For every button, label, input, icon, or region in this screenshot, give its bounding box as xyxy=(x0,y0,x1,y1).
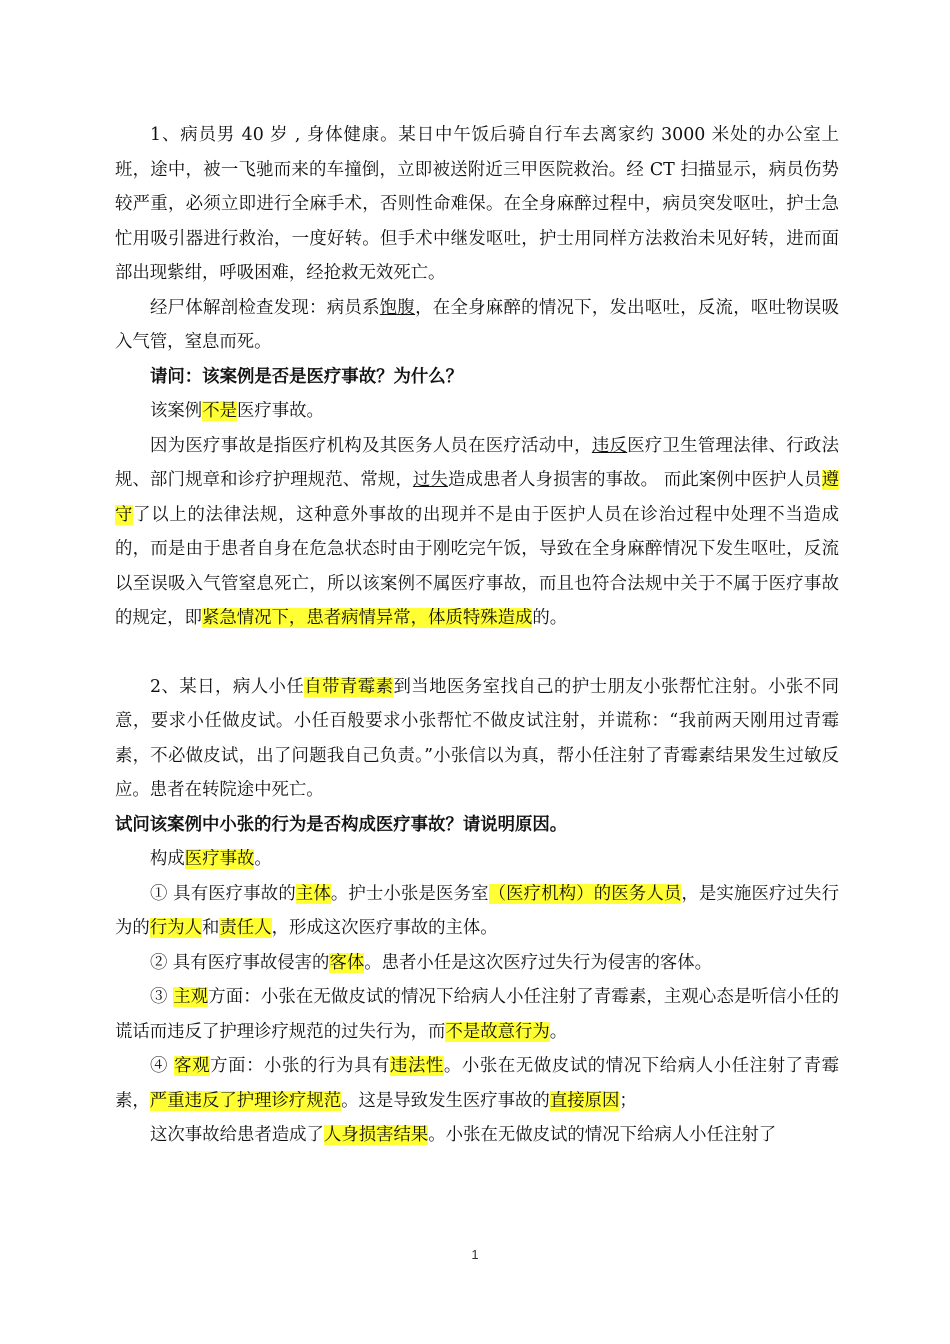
reason-text-4: 了以上的法律法规，这种意外事故的出现并不是由于医护人员在诊治过程中处理不当造成的，而是由于患者自身在危急状态时由于刚吃完午饭，导致在全身麻醉情况下发生呕吐，反流以至误吸入气管窒息死亡，所以该案例不属医疗事故，而且也符合法规中关于不属于医疗事故的规定，即 xyxy=(115,504,839,628)
item-text: 。小张在无做皮试的情况下给病人小任注射了青霉素， xyxy=(115,1056,839,1111)
highlighted-term: 责任人 xyxy=(219,918,272,938)
item-text: 方面：小张的行为具有 xyxy=(210,1056,390,1076)
case1-answer xyxy=(115,394,839,429)
item-text: 。小张在无做皮试的情况下给病人小任注射了 xyxy=(428,1125,777,1145)
case2-question-text: 试问该案例中小张的行为是否构成医疗事故？请说明原因。 xyxy=(115,814,568,835)
highlighted-term: 紧急情况下，患者病情异常，体质特殊造成 xyxy=(201,608,533,628)
item-text: 方面：小张在无做皮试的情况下给病人小任注射了青霉素，主观心态是听信小任的谎话而违反了护理诊疗规范的过失行为，而 xyxy=(115,987,839,1042)
reason-text-3: 造成患者人身损害的事故。 而此案例中医护人员 xyxy=(447,470,822,490)
highlighted-term: 客体 xyxy=(329,952,365,973)
highlighted-term: 主观 xyxy=(173,987,209,1007)
reason-text-5: 的。 xyxy=(532,608,568,628)
answer-text-a: 构成 xyxy=(150,849,185,869)
case2-text-a: 2、某日，病人小任 xyxy=(150,676,305,697)
case1-question xyxy=(115,360,839,395)
highlighted-term: （医疗机构）的医务人员 xyxy=(488,883,682,904)
highlighted-term: 客观 xyxy=(174,1056,211,1076)
answer-text-a: 该案例 xyxy=(150,401,203,421)
highlighted-term: 主体 xyxy=(295,883,331,904)
item-text: 和 xyxy=(201,918,220,938)
item-text: ① 具有医疗事故的 xyxy=(150,883,296,904)
paragraph-gap xyxy=(115,636,839,670)
item-text: ③ xyxy=(150,987,174,1007)
highlighted-term: 不是故意行为 xyxy=(445,1021,550,1042)
underlined-term: 违反 xyxy=(591,435,628,456)
case2-text-b: 到当地医务室找自己的护士朋友小张帮忙注射。小张不同意，要求小任做皮试。小任百般要求小张帮忙不做皮试注射，并谎称：“我前两天刚用过青霉素，不必做皮试，出了问题我自己负责。”小张信以为真，帮小任注射了青霉素结果发生过敏反应。患者在转院途中死亡。 xyxy=(115,676,839,800)
item-text: ，是实施医疗过失行为的 xyxy=(115,883,839,938)
highlighted-term: 医疗事故 xyxy=(184,849,255,869)
consequence-paragraph xyxy=(115,1118,839,1153)
case1-paragraph xyxy=(115,118,839,291)
highlighted-term: 违法性 xyxy=(389,1056,444,1076)
item-text: ； xyxy=(619,1090,637,1111)
document-body xyxy=(115,118,839,1153)
case2-question xyxy=(115,808,839,843)
underlined-term: 饱腹 xyxy=(379,297,416,318)
highlighted-term: 行为人 xyxy=(149,918,202,938)
highlighted-term: 自带青霉素 xyxy=(304,676,394,697)
underlined-term: 过失 xyxy=(412,470,448,490)
autopsy-text-a: 经尸体解剖检查发现：病员系 xyxy=(150,297,380,318)
highlighted-term: 直接原因 xyxy=(549,1090,620,1111)
highlighted-term: 遵守 xyxy=(115,470,839,525)
answer-text-b: 。 xyxy=(254,849,272,869)
reason-text-1: 因为医疗事故是指医疗机构及其医务人员在医疗活动中， xyxy=(150,435,592,456)
item-text: 。 xyxy=(549,1021,568,1042)
item-text: 。这是导致发生医疗事故的 xyxy=(341,1090,550,1111)
item-text: 。患者小任是这次医疗过失行为侵害的客体。 xyxy=(364,952,713,973)
case1-reason xyxy=(115,429,839,636)
element-item-2 xyxy=(115,946,839,981)
element-item-3 xyxy=(115,980,839,1049)
item-text: ④ xyxy=(150,1056,175,1076)
highlighted-term: 人身损害结果 xyxy=(323,1125,429,1145)
case2-answer xyxy=(115,842,839,877)
autopsy-text-b: ，在全身麻醉的情况下，发出呕吐，反流，呕吐物误吸入气管，窒息而死。 xyxy=(115,297,839,352)
item-text: ② 具有医疗事故侵害的 xyxy=(150,952,330,973)
answer-text-b: 医疗事故。 xyxy=(236,401,324,421)
autopsy-paragraph xyxy=(115,291,839,360)
case2-paragraph xyxy=(115,670,839,808)
item-text: 这次事故给患者造成了 xyxy=(150,1125,324,1145)
item-text: ，形成这次医疗事故的主体。 xyxy=(271,918,498,938)
page-number: 1 xyxy=(471,1247,479,1262)
element-item-4 xyxy=(115,1049,839,1118)
reason-text-2: 医疗卫生管理法律、行政法规、部门规章和诊疗护理规范、常规， xyxy=(115,435,839,490)
case1-text: 1、病员男 40 岁 , 身体健康。某日中午饭后骑自行车去离家约 3000 米处的办公室上班，途中，被一飞驰而来的车撞倒，立即被送附近三甲医院救治。经 CT 扫描显示，病员伤势较严重，必须立即进行全麻手术，否则性命难保。在全身麻醉过程中，病员突发呕吐，护士急忙用吸引器进行救治，一度好转。但手术中继发呕吐，护士用同样方法救治未见好转，进而面部出现紫绀，呼吸困难，经抢救无效死亡。 xyxy=(115,125,839,283)
highlighted-term: 严重违反了护理诊疗规范 xyxy=(149,1090,342,1111)
highlighted-term: 不是 xyxy=(202,401,237,421)
case1-question-text: 请问：该案例是否是医疗事故？为什么？ xyxy=(150,366,464,387)
element-item-1 xyxy=(115,877,839,946)
item-text: 。护士小张是医务室 xyxy=(330,883,489,904)
